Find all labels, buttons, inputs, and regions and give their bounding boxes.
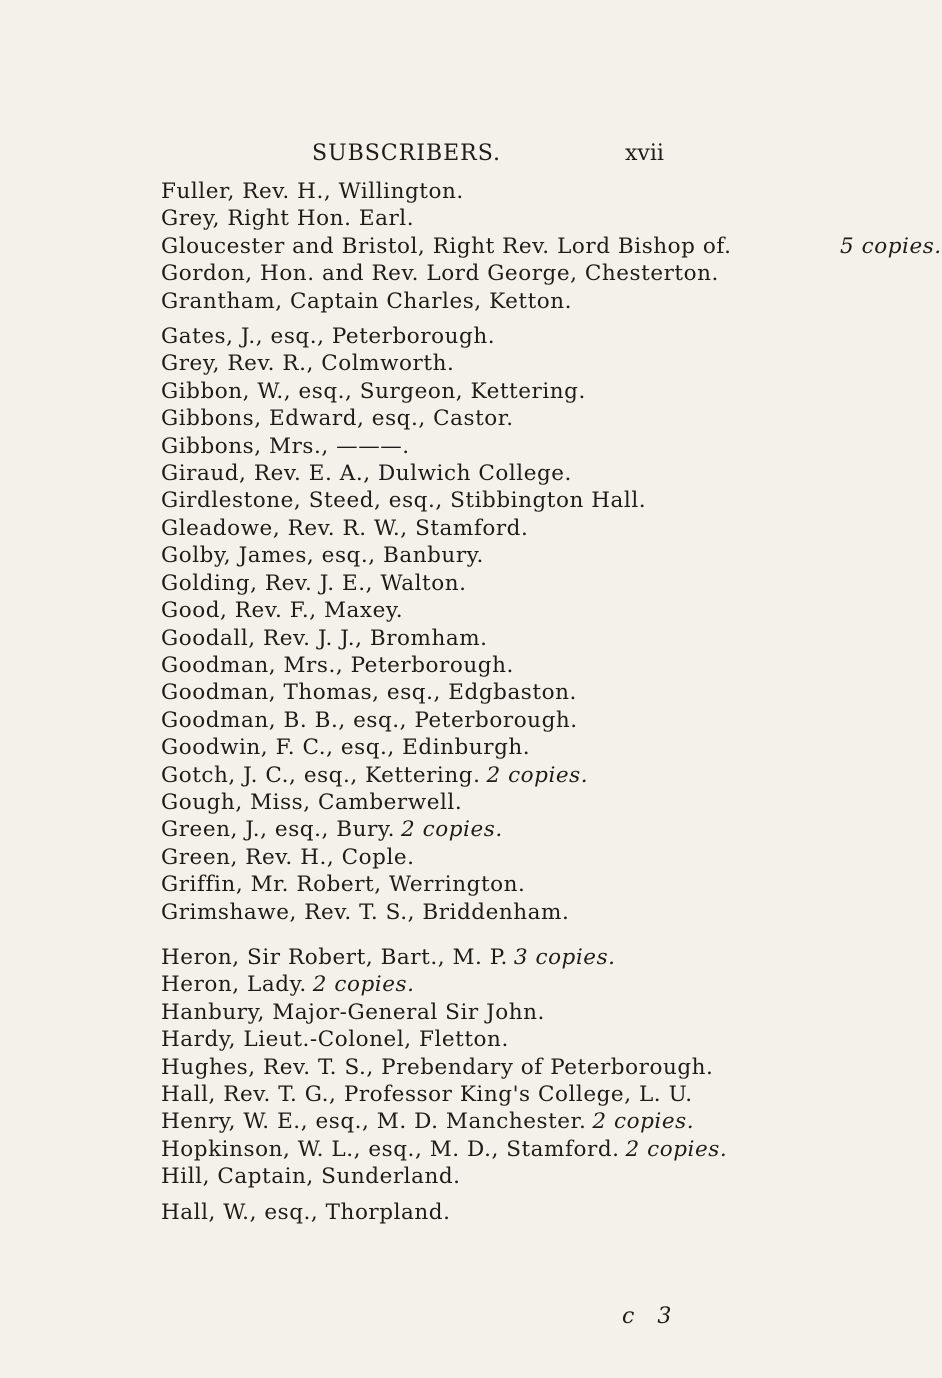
subscriber-entry xyxy=(161,1081,781,1108)
entry-text: Hill, Captain, Sunderland. xyxy=(161,1164,461,1190)
subscriber-entry xyxy=(161,625,781,652)
entry-text: Green, J., esq., Bury. xyxy=(161,817,396,843)
entry-text: Green, Rev. H., Cople. xyxy=(161,844,415,870)
subscriber-entry xyxy=(161,1108,781,1135)
subscriber-list xyxy=(161,178,942,1226)
entry-text: Griffin, Mr. Robert, Werrington. xyxy=(161,872,526,898)
subscriber-entry xyxy=(161,378,781,405)
entry-text: Gibbons, Mrs., ———. xyxy=(161,433,410,459)
entry-text: Gleadowe, Rev. R. W., Stamford. xyxy=(161,515,529,541)
subscriber-entry xyxy=(161,1199,781,1226)
entry-text: Golby, James, esq., Banbury. xyxy=(161,543,484,569)
entry-text: Hall, W., esq., Thorpland. xyxy=(161,1199,451,1225)
entry-text: Giraud, Rev. E. A., Dulwich College. xyxy=(161,461,572,487)
subscriber-entry xyxy=(161,652,781,679)
subscriber-entry xyxy=(161,816,781,843)
subscriber-entry xyxy=(161,350,781,377)
running-title: SUBSCRIBERS. xyxy=(312,141,502,166)
signature-mark: c 3 xyxy=(622,1304,680,1329)
subscriber-entry xyxy=(161,971,781,998)
entry-text: Good, Rev. F., Maxey. xyxy=(161,598,404,624)
entry-text: Grey, Right Hon. Earl. xyxy=(161,206,415,232)
entry-copies: 5 copies. xyxy=(840,233,942,259)
subscriber-entry xyxy=(161,1163,781,1190)
subscriber-entry xyxy=(161,597,781,624)
entry-text: Hall, Rev. T. G., Professor King's College, L. U. xyxy=(161,1082,693,1107)
entry-copies: 3 copies. xyxy=(513,944,616,970)
entry-text: Gloucester and Bristol, Right Rev. Lord Bishop of. xyxy=(161,233,732,259)
entry-text: Grey, Rev. R., Colmworth. xyxy=(161,351,455,377)
entry-text: Girdlestone, Steed, esq., Stibbington Hall. xyxy=(161,488,647,514)
subscriber-entry xyxy=(161,515,781,542)
subscriber-entry xyxy=(161,570,781,597)
subscriber-entry xyxy=(161,460,781,487)
subscriber-entry xyxy=(161,205,781,232)
subscriber-entry xyxy=(161,707,781,734)
subscriber-entry xyxy=(161,1136,781,1163)
subscriber-entry xyxy=(161,1054,781,1081)
entry-text: Henry, W. E., esq., M. D. Manchester. xyxy=(161,1109,587,1135)
entry-text: Goodall, Rev. J. J., Bromham. xyxy=(161,625,488,651)
entry-text: Hopkinson, W. L., esq., M. D., Stamford. xyxy=(161,1136,620,1162)
entry-text: Golding, Rev. J. E., Walton. xyxy=(161,570,467,596)
page-number: xvii xyxy=(625,141,664,166)
entry-text: Gibbons, Edward, esq., Castor. xyxy=(161,406,514,432)
subscriber-entry xyxy=(161,762,781,789)
subscriber-entry xyxy=(161,542,781,569)
entry-text: Goodman, B. B., esq., Peterborough. xyxy=(161,707,578,733)
subscriber-entry xyxy=(161,260,781,287)
entry-text: Goodwin, F. C., esq., Edinburgh. xyxy=(161,735,531,761)
entry-text: Goodman, Thomas, esq., Edgbaston. xyxy=(161,680,577,706)
entry-copies: 2 copies. xyxy=(592,1109,695,1135)
entry-text: Gibbon, W., esq., Surgeon, Kettering. xyxy=(161,378,586,404)
subscriber-entry xyxy=(161,999,781,1026)
subscriber-entry xyxy=(161,323,781,350)
subscriber-entry xyxy=(161,233,942,260)
subscriber-entry xyxy=(161,1026,781,1053)
entry-text: Heron, Sir Robert, Bart., M. P. xyxy=(161,944,508,970)
entry-copies: 2 copies. xyxy=(312,972,415,998)
entry-text: Grimshawe, Rev. T. S., Briddenham. xyxy=(161,899,570,925)
entry-text: Goodman, Mrs., Peterborough. xyxy=(161,652,514,678)
entry-text: Hanbury, Major-General Sir John. xyxy=(161,999,545,1025)
entry-text: Fuller, Rev. H., Willington. xyxy=(161,179,464,204)
entry-text: Gough, Miss, Camberwell. xyxy=(161,789,463,815)
subscriber-entry xyxy=(161,899,781,926)
entry-text: Hardy, Lieut.-Colonel, Fletton. xyxy=(161,1027,509,1053)
subscriber-entry xyxy=(161,178,781,205)
subscriber-entry xyxy=(161,433,781,460)
subscriber-entry xyxy=(161,734,781,761)
subscriber-entry xyxy=(161,679,781,706)
entry-text: Gotch, J. C., esq., Kettering. xyxy=(161,762,481,788)
subscriber-entry xyxy=(161,871,781,898)
entry-text: Hughes, Rev. T. S., Prebendary of Peterborough. xyxy=(161,1054,714,1080)
subscriber-entry xyxy=(161,487,781,514)
subscriber-entry xyxy=(161,405,781,432)
entry-copies: 2 copies. xyxy=(486,762,589,788)
entry-text: Grantham, Captain Charles, Ketton. xyxy=(161,288,573,314)
entry-text: Heron, Lady. xyxy=(161,972,307,998)
entry-copies: 2 copies. xyxy=(625,1136,728,1162)
subscriber-entry xyxy=(161,944,781,971)
subscriber-entry xyxy=(161,288,781,315)
entry-copies: 2 copies. xyxy=(401,817,503,843)
subscriber-entry xyxy=(161,844,781,871)
subscriber-entry xyxy=(161,789,781,816)
entry-text: Gordon, Hon. and Rev. Lord George, Chesterton. xyxy=(161,261,719,287)
entry-text: Gates, J., esq., Peterborough. xyxy=(161,324,496,350)
